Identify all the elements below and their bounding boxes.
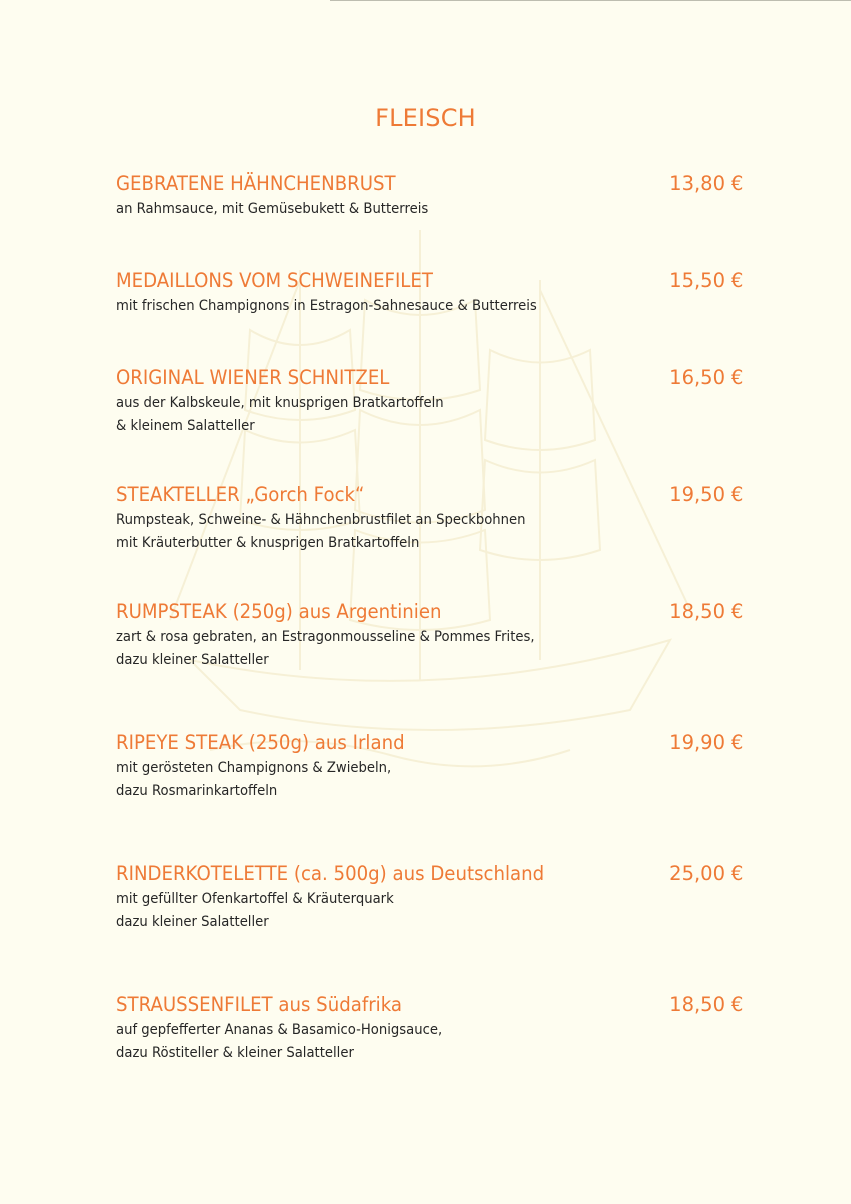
dish-price — [649, 861, 743, 887]
price-value: 15,50 — [669, 269, 725, 292]
currency-symbol: € — [731, 483, 744, 506]
menu-item — [116, 365, 851, 437]
menu-item — [116, 268, 851, 317]
price-value: 19,50 — [669, 483, 725, 506]
dish-description-line: auf gepfefferter Ananas & Basamico-Honigsauce, — [116, 1022, 443, 1038]
dish-name: STEAKTELLER „Gorch Fock“ — [116, 483, 365, 506]
dish-description-line: an Rahmsauce, mit Gemüsebukett & Butterreis — [116, 201, 429, 217]
currency-symbol: € — [731, 731, 744, 754]
price-value: 19,90 — [669, 731, 725, 754]
dish-description-line: aus der Kalbskeule, mit knusprigen Bratkartoffeln — [116, 395, 444, 411]
dish-description-line: mit Kräuterbutter & knusprigen Bratkartoffeln — [116, 535, 420, 551]
section-heading: FLEISCH — [375, 104, 476, 132]
menu-item — [116, 861, 851, 933]
dish-description-line: Rumpsteak, Schweine- & Hähnchenbrustfilet an Speckbohnen — [116, 512, 526, 528]
price-value: 18,50 — [669, 993, 725, 1016]
price-value: 25,00 — [669, 862, 725, 885]
dish-name: RIPEYE STEAK (250g) aus Irland — [116, 731, 405, 754]
dish-price — [649, 482, 743, 508]
dish-description-line: mit frischen Champignons in Estragon-Sahnesauce & Butterreis — [116, 298, 537, 314]
currency-symbol: € — [731, 366, 744, 389]
price-value: 18,50 — [669, 600, 725, 623]
dish-description-line: dazu Rosmarinkartoffeln — [116, 783, 278, 799]
dish-description-line: dazu kleiner Salatteller — [116, 652, 269, 668]
currency-symbol: € — [731, 862, 744, 885]
dish-name: RUMPSTEAK (250g) aus Argentinien — [116, 600, 442, 623]
dish-price — [649, 268, 743, 294]
currency-symbol: € — [731, 993, 744, 1016]
price-value: 13,80 — [669, 172, 725, 195]
dish-description-line: mit gerösteten Champignons & Zwiebeln, — [116, 760, 392, 776]
menu-item — [116, 599, 851, 671]
dish-price — [649, 730, 743, 756]
price-value: 16,50 — [669, 366, 725, 389]
dish-price — [649, 171, 743, 197]
dish-description-line: dazu kleiner Salatteller — [116, 914, 269, 930]
dish-description-line: mit gefüllter Ofenkartoffel & Kräuterquark — [116, 891, 394, 907]
dish-name: ORIGINAL WIENER SCHNITZEL — [116, 366, 390, 389]
dish-name: MEDAILLONS VOM SCHWEINEFILET — [116, 269, 433, 292]
menu-item — [116, 992, 851, 1064]
dish-name: STRAUSSENFILET aus Südafrika — [116, 993, 402, 1016]
top-edge-line — [330, 0, 851, 1]
menu-item — [116, 171, 851, 220]
menu-item — [116, 482, 851, 554]
dish-price — [649, 992, 743, 1018]
currency-symbol: € — [731, 600, 744, 623]
currency-symbol: € — [731, 269, 744, 292]
dish-price — [649, 599, 743, 625]
dish-price — [649, 365, 743, 391]
dish-name: RINDERKOTELETTE (ca. 500g) aus Deutschland — [116, 862, 545, 885]
dish-name: GEBRATENE HÄHNCHENBRUST — [116, 172, 396, 195]
dish-description-line: & kleinem Salatteller — [116, 418, 255, 434]
dish-description-line: zart & rosa gebraten, an Estragonmousseline & Pommes Frites, — [116, 629, 535, 645]
currency-symbol: € — [731, 172, 744, 195]
menu-item — [116, 730, 851, 802]
dish-description-line: dazu Röstiteller & kleiner Salatteller — [116, 1045, 354, 1061]
